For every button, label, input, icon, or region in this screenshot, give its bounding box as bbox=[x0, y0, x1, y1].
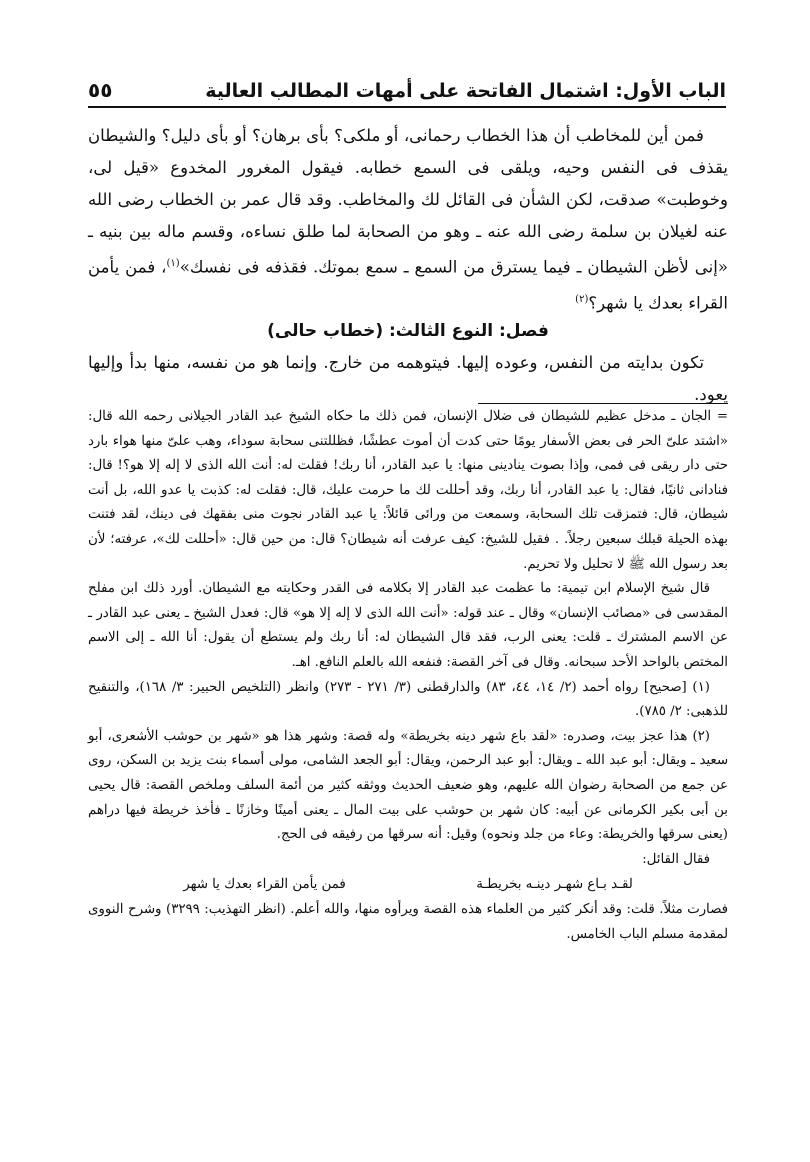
paragraph-1 bbox=[88, 120, 728, 319]
chapter-title: الباب الأول: اشتمال الفاتحة على أمهات المطالب العالية bbox=[205, 80, 726, 102]
footnote-quote: قال شيخ الإسلام ابن تيمية: ما عظمت عبد القادر إلا بكلامه فى القدر وحكايته مع الشيطان. أورد ذلك ابن مفلح المقدسى فى «مصائب الإنسان» وقال ـ عند قوله: «أنت الله الذى لا إله إلا هو» قال: فعدل الشيخ ـ يعنى عبد القادر ـ عن الاسم المشترك ـ قلت: يعنى الرب، فقد قال الشيطان له: أنا ربك ولم يستطع أن يقول: أنا الله ـ إلى الاسم المختص بالواحد الأحد سبحانه. وقال فى آخر القصة: فنفعه الله بالعلم النافع. اهـ. bbox=[88, 581, 728, 670]
footnote-ref-2: (٢) bbox=[575, 293, 589, 305]
page-number: ٥٥ bbox=[88, 78, 113, 102]
footnote-continuation: = الجان ـ مدخل عظيم للشيطان فى ضلال الإنسان، فمن ذلك ما حكاه الشيخ عبد القادر الجيلانى رحمه الله قال: «اشتد علىّ الحر فى بعض الأسفار يومًا حتى كدت أن أموت عطشًا، فظللتنى سحابة سوداء، وهب علىّ منها هواء بارد حتى دار ريقى فى فمى، وإذا بصوت ينادينى منها: يا عبد القادر، أنا ربك! فقلت له: أنت الله الذى لا إله إلا هو؟! قال: فنادانى ثانيًا، فقال: يا عبد القادر، أنا ربك، وقد أحللت لك ما حرمت عليك، قال: فقلت له: كذبت يا عدو الله، بل أنت شيطان، قال: فتمزقت تلك السحابة، وسمعت من ورائى قائلاً: يا عبد القادر نجوت منى بفقهك فى دينك، لقد فتنت بهذه الحيلة قبلك سبعين رجلاً. . فقيل للشيخ: كيف عرفت أنه شيطان؟ قال: من حين قال: «أحللت لك»، عرفته؛ لأن بعد رسول الله ﷺ لا تحليل ولا تحريم. bbox=[88, 409, 728, 572]
running-header bbox=[88, 72, 726, 108]
footnotes bbox=[88, 405, 728, 947]
footnote-2: (٢) هذا عجز بيت، وصدره: «لقد باع شهر دينه بخريطة» وله قصة: وشهر هذا هو «شهر بن حوشب الأشعرى، أبو سعيد ـ ويقال: أبو عبد الله ـ ويقال: أبو عبد الرحمن، ويقال: أبو الجعد الشامى، مولى أسماء بنت يزيد بن السكن، روى عن جمع من الصحابة رضوان الله عليهم، وهو ضعيف الحديث ووثقه كثير من أئمة السلف وملخص القصة: قال يحيى بن أبى بكير الكرمانى عن أبيه: كان شهر بن حوشب على بيت المال ـ يعنى أمينًا وخازنًا ـ فأخذ خريطة فيها دراهم (يعنى سرقها والخريطة: وعاء من جلد ونحوه) وقيل: أنه سرقها من رفيقه فى الحج. bbox=[88, 728, 728, 843]
main-text bbox=[88, 120, 728, 411]
footnote-separator bbox=[478, 403, 728, 404]
footnote-2-conclusion: فصارت مثلاً. قلت: وقد أنكر كثير من العلماء هذه القصة ويرأوه منها، والله أعلم. (انظر التهذيب: ٣٢٩٩) وشرح النووى لمقدمة مسلم الباب الخامس. bbox=[88, 902, 728, 942]
paragraph-1-tail: ، فمن يأمن القراء بعدك يا شهر؟ bbox=[88, 257, 728, 313]
paragraph-1-text: فمن أين للمخاطب أن هذا الخطاب رحمانى، أو ملكى؟ بأى برهان؟ أو بأى دليل؟ والشيطان يقذف فى النفس وحيه، ويلقى فى السمع خطابه. فيقول المغرور المخدوع «قيل لى، وخوطبت» صدقت، لكن الشأن فى القائل لك والمخاطب. وقد قال عمر بن الخطاب رضى الله عنه لغيلان بن سلمة رضى الله عنه ـ وهو من الصحابة لما طلق نساءه، وقسم ماله بين بنيه ـ «إنى لأظن الشيطان ـ فيما يسترق من السمع ـ سمع بموتك. فقذفه فى نفسك» bbox=[88, 126, 728, 277]
paragraph-2: تكون بدايته من النفس، وعوده إليها. فيتوهمه من خارج. وإنما هو من نفسه، منها بدأ وإليها يعود. bbox=[88, 353, 728, 405]
verse-first-half: لقـد بـاع شهـر دينـه بخريطـة bbox=[476, 877, 633, 893]
footnote-ref-1: (١) bbox=[166, 258, 180, 269]
footnote-1: (١) [صحيح] رواه أحمد (٢/ ١٤، ٤٤، ٨٣) والدارقطنى (٣/ ٢٧١ - ٢٧٣) وانظر (التلخيص الحبير: ٣/ ١٦٨)، والتنقيح للذهبى: ٢/ ٧٨٥). bbox=[88, 679, 728, 720]
footnote-2-intro: فقال القائل: bbox=[642, 851, 710, 867]
section-heading: فصل: النوع الثالث: (خطاب حالى) bbox=[267, 321, 549, 342]
poetry-verse bbox=[88, 872, 728, 898]
verse-second-half: فمن يأمن القراء بعدك يا شهر bbox=[183, 877, 346, 893]
